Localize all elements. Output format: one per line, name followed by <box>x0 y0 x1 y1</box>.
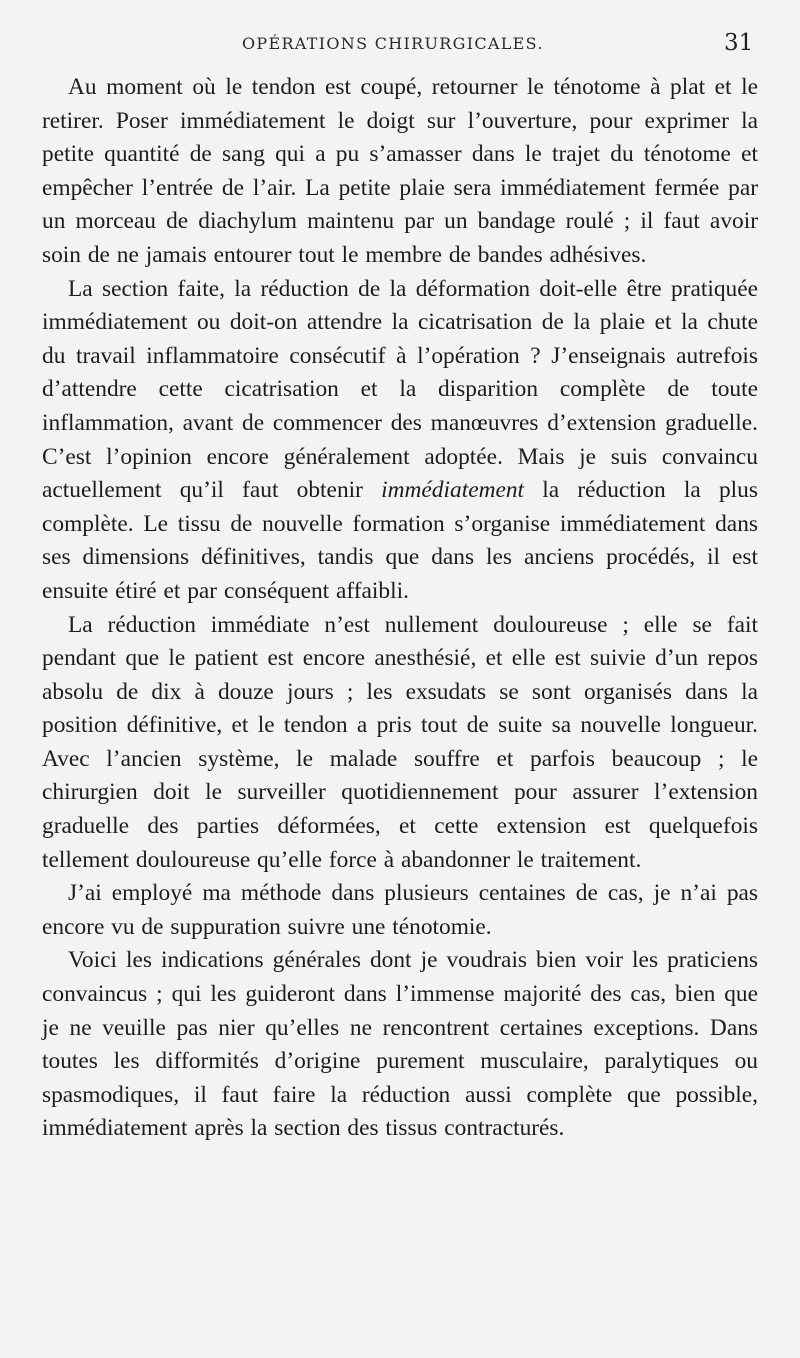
body-text <box>42 71 758 1146</box>
running-head <box>0 30 800 58</box>
paragraph-4: J’ai employé ma méthode dans plusieurs centaines de cas, je n’ai pas encore vu de suppuration suivre une ténotomie. <box>42 880 758 940</box>
paragraph-2-text-after: la réduction la plus complète. Le tissu de nouvelle formation s’organise immédiatement dans ses dimensions définitives, tandis que dans les anciens procédés, il est ensuite étiré et par conséquent affaibli. <box>42 477 758 604</box>
page-number: 31 <box>724 30 754 56</box>
paragraph-2-text-before: La section faite, la réduction de la déformation doit-elle être pratiquée immédiatement ou doit-on attendre la cicatrisation de la plaie et la chute du travail inflammatoire consécutif à l’opération ? J’enseignais autrefois d’attendre cette cicatrisation et la disparition complète de toute inflammation, avant de commencer des manœuvres d’extension graduelle. C’est l’opinion encore généralement adoptée. Mais je suis convaincu actuellement qu’il faut obtenir <box>42 275 758 504</box>
paragraph-5: Voici les indications générales dont je voudrais bien voir les praticiens convaincus ; qui les guideront dans l’immense majorité des cas, bien que je ne veuille pas nier qu’elles ne rencontrent certaines exceptions. Dans toutes les difformités d’origine purement musculaire, paralytiques ou spasmodiques, il faut faire la réduction aussi complète que possible, immédiatement après la section des tissus contracturés. <box>42 947 758 1142</box>
paragraph-2 <box>42 273 758 609</box>
emphasis-immediatement: immédiatement <box>381 477 525 504</box>
running-title: OPÉRATIONS CHIRURGICALES. <box>242 34 544 53</box>
paragraph-3: La réduction immédiate n’est nullement douloureuse ; elle se fait pendant que le patient est encore anesthésié, et elle est suivie d’un repos absolu de dix à douze jours ; les exsudats se sont organisés dans la position définitive, et le tendon a pris tout de suite sa nouvelle longueur. Avec l’ancien système, le malade souffre et parfois beaucoup ; le chirurgien doit le surveiller quotidiennement pour assurer l’extension graduelle des parties déformées, et cette extension est quelquefois tellement douloureuse qu’elle force à abandonner le traitement. <box>42 611 758 873</box>
paragraph-1: Au moment où le tendon est coupé, retourner le ténotome à plat et le retirer. Poser immédiatement le doigt sur l’ouverture, pour exprimer la petite quantité de sang qui a pu s’amasser dans le trajet du ténotome et empêcher l’entrée de l’air. La petite plaie sera immédiatement fermée par un morceau de diachylum maintenu par un bandage roulé ; il faut avoir soin de ne jamais entourer tout le membre de bandes adhésives. <box>42 74 758 268</box>
